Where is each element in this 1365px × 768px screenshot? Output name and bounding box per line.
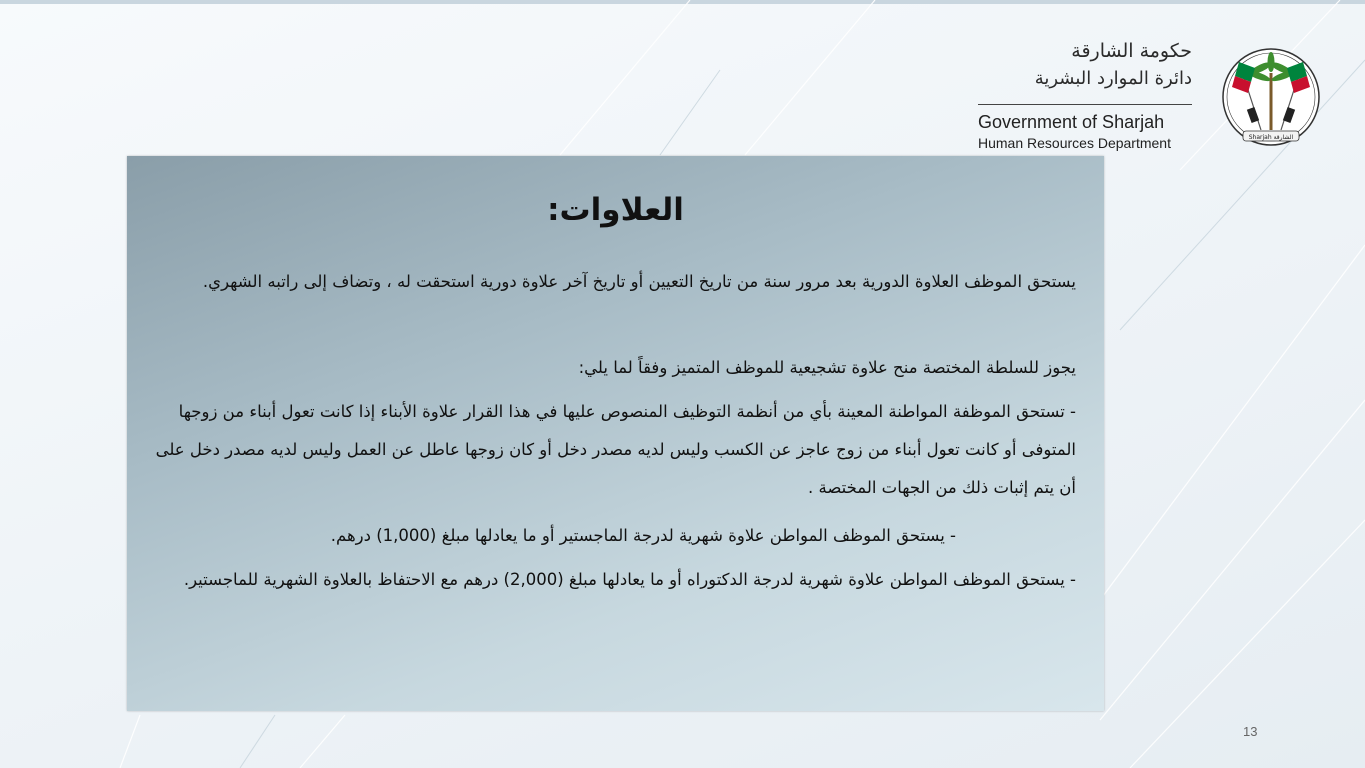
paragraph-masters-allowance: - يستحق الموظف المواطن علاوة شهرية لدرجة الماجستير أو ما يعادلها مبلغ (1,000) درهم. [330,526,956,545]
page-number: 13 [1243,724,1258,739]
sharjah-emblem-icon [1221,38,1321,156]
logo-arabic-line2: دائرة الموارد البشرية [1034,68,1192,89]
logo-block [975,40,1340,160]
paragraph-incentive-allowance: يجوز للسلطة المختصة منح علاوة تشجيعية للموظف المتميز وفقاً لما يلي: [578,358,1076,377]
slide-title: العلاوات: [547,192,684,228]
paragraph-periodic-allowance: يستحق الموظف العلاوة الدورية بعد مرور سنة من تاريخ التعيين أو تاريخ آخر علاوة دورية استحقت له ، وتضاف إلى راتبه الشهري. [202,272,1076,291]
logo-english-line2: Human Resources Department [978,135,1171,151]
emblem-text: Sharjah الشارقة [1248,134,1294,141]
content-panel [127,156,1104,711]
logo-divider [978,104,1192,105]
paragraph-children-allowance: - تستحق الموظفة المواطنة المعينة بأي من أنظمة التوظيف المنصوص عليها في هذا القرار علاوة الأبناء إذا كانت تعول أبناء من زوجها المتوفى أو كانت تعول أبناء من زوج عاجز عن الكسب وليس لديه مصدر دخل أو كان زوجها عاطل عن العمل وليس لديه مصدر دخل على أن يتم إثبات ذلك من الجهات المختصة . [155,402,1076,497]
logo-english-line1: Government of Sharjah [978,112,1165,132]
paragraph-doctorate-allowance: - يستحق الموظف المواطن علاوة شهرية لدرجة الدكتوراه أو ما يعادلها مبلغ (2,000) درهم مع الاحتفاظ بالعلاوة الشهرية للماجستير. [183,570,1076,589]
logo-arabic-line1: حكومة الشارقة [1071,40,1192,62]
